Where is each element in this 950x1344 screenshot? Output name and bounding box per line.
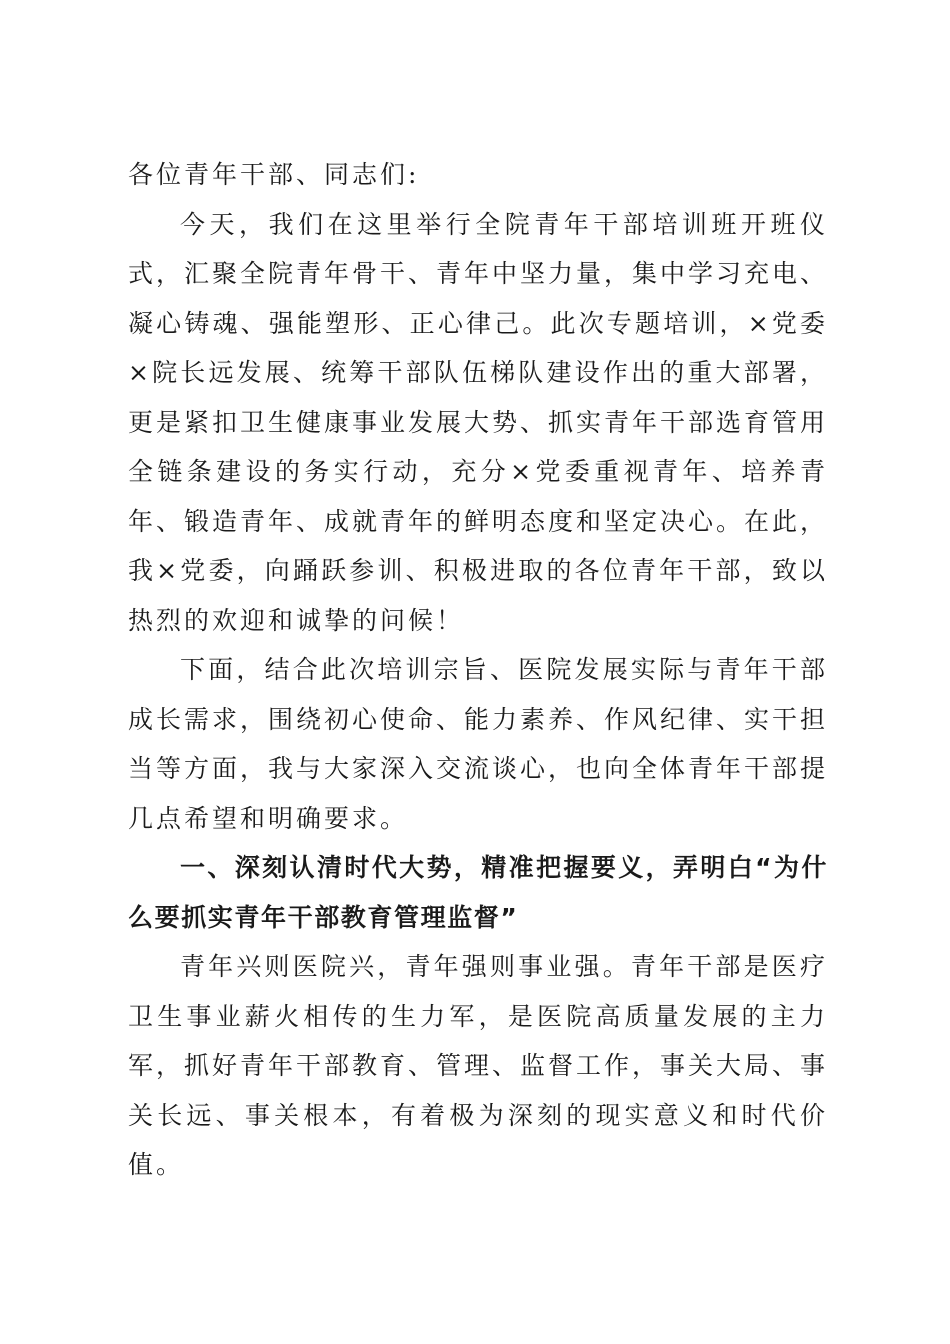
body-paragraph: 下面，结合此次培训宗旨、医院发展实际与青年干部成长需求，围绕初心使命、能力素养、作风纪律、实干担当等方面，我与大家深入交流谈心，也向全体青年干部提几点希望和明确要求。: [128, 655, 829, 833]
section-paragraph: 青年兴则医院兴，青年强则事业强。青年干部是医疗卫生事业薪火相传的生力军，是医院高质量发展的主力军，抓好青年干部教育、管理、监督工作，事关大局、事关长远、事关根本，有着极为深刻的现实意义和时代价值。: [128, 952, 829, 1179]
salutation: 各位青年干部、同志们:: [128, 160, 420, 189]
section-heading: 一、深刻认清时代大势，精准把握要义，弄明白“为什么要抓实青年干部教育管理监督”: [128, 853, 828, 932]
document-body: [128, 150, 828, 1190]
body-paragraph: 今天，我们在这里举行全院青年干部培训班开班仪式，汇聚全院青年骨干、青年中坚力量，集中学习充电、凝心铸魂、强能塑形、正心律己。此次专题培训，×党委×院长远发展、统筹干部队伍梯队建设作出的重大部署，更是紧扣卫生健康事业发展大势、抓实青年干部选育管用全链条建设的务实行动，充分×党委重视青年、培养青年、锻造青年、成就青年的鲜明态度和坚定决心。在此，我×党委，向踊跃参训、积极进取的各位青年干部，致以热烈的欢迎和诚挚的问候！: [128, 209, 829, 635]
